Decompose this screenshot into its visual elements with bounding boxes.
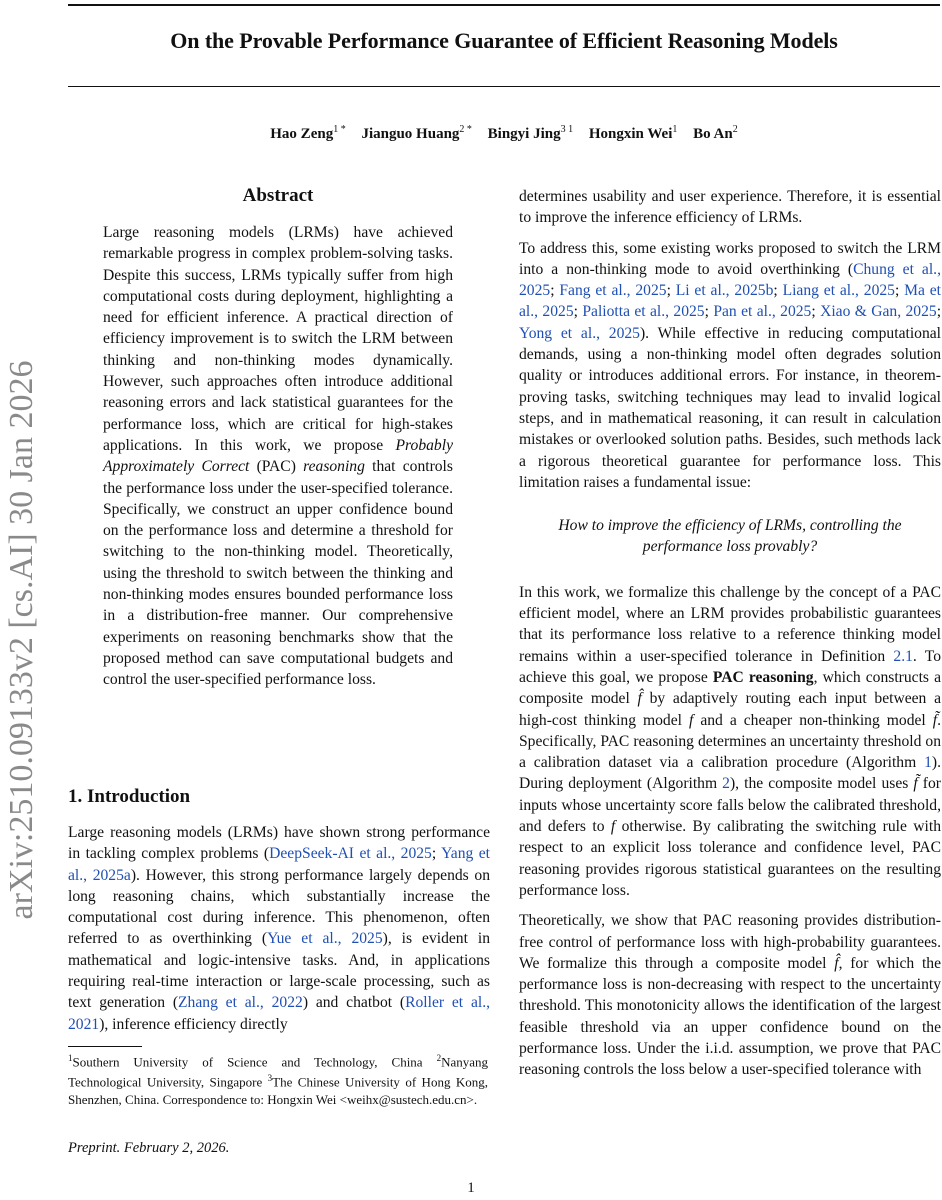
top-rule [68,4,940,6]
author: Hao Zeng$^{1 *}$ [270,124,346,142]
algorithm-link[interactable]: 1 [924,754,932,772]
algorithm-link[interactable]: 2 [722,775,730,793]
math-symbol: f̃ [913,775,918,793]
citation-link[interactable]: Fang et al., 2025 [559,282,667,300]
citation-link[interactable]: Yang et al., 2025a [68,845,491,884]
preprint-note: Preprint. February 2, 2026. [68,1140,230,1156]
right-column [519,186,941,1090]
citation-link[interactable]: Pan et al., 2025 [713,303,812,321]
author: Jianguo Huang$^{2 *}$ [361,124,472,142]
title-rule [68,86,940,87]
citation-link[interactable]: DeepSeek-AI et al., 2025 [269,845,432,863]
abstract-heading: Abstract [242,185,314,206]
math-symbol: f̃ [932,711,938,729]
math-symbol: f̂ [637,690,642,708]
citation-link[interactable]: Liang et al., 2025 [782,282,895,300]
intro-paragraph: Large reasoning models (LRMs) have shown strong performance in tackling complex problems (DeepSeek-AI et al., 2025; Yang et al., 2025a). However, this strong performance largely depends on long reasoning chains, which substantially increase the computational cost during inference. This phenomenon, often referred to as overthinking (Yue et al., 2025), is evident in mathematical and logic-intensive tasks. And, in applications requiring real-time interaction or large-scale processing, such as text generation (Zhang et al., 2022) and chatbot (Roller et al., 2021), inference efficiency directly [68,824,491,1033]
paragraph: Theoretically, we show that PAC reasoning provides distribution-free control of performance loss with high-probability guarantees. We formalize this through a composite model f̂, for which the performance loss is non-decreasing with respect to the uncertainty threshold. This monotonicity allows the identification of the largest feasible threshold via an upper confidence bound on the performance loss. Under the i.i.d. assumption, we prove that PAC reasoning controls the loss below a user-specified tolerance with [519,912,941,1079]
footnote-rule [68,1046,142,1047]
math-symbol: f [610,818,616,836]
citation-link[interactable]: Li et al., 2025b [675,282,774,300]
affiliation-footnote: $^1$Southern University of Science and Technology, China $^2$Nanyang Technological University, Singapore $^3$The Chinese University of Hong Kong, Shenzhen, China. Correspondence to: Hongxin Wei <weihx@sustech.edu.cn>. [68,1053,489,1107]
math-symbol: f [688,711,694,729]
author: Bingyi Jing$^{3 1}$ [487,124,574,142]
definition-link[interactable]: 2.1 [893,647,913,665]
page-number: 1 [467,1180,475,1196]
author: Bo An$^2$ [693,124,738,142]
paper-title: On the Provable Performance Guarantee of Efficient Reasoning Models [170,28,838,53]
citation-link[interactable]: Xiao & Gan, 2025 [820,303,937,321]
citation-link[interactable]: Yue et al., 2025 [267,930,383,948]
author-list [68,124,940,143]
citation-link[interactable]: Ma et al., 2025 [519,282,942,321]
arxiv-stamp: arXiv:2510.09133v2 [cs.AI] 30 Jan 2026 [3,360,40,920]
citation-link[interactable]: Roller et al., 2021 [68,994,491,1033]
paragraph: To address this, some existing works proposed to switch the LRM into a non-thinking mode to avoid overthinking (Chung et al., 2025; Fang et al., 2025; Li et al., 2025b; Liang et al., 2025; Ma et al., 2025; Paliotta et al., 2025; Pan et al., 2025; Xiao & Gan, 2025; Yong et al., 2025). While effective in reducing computational demands, using a non-thinking model often degrades solution quality or introduces additional errors. For instance, in theorem-proving tasks, switching techniques may lead to invalid logical steps, and in mathematical reasoning, it can result in calculation mistakes or overlooked solution paths. Besides, such methods lack a rigorous theoretical guarantee for performance loss. This limitation raises a fundamental issue: [519,239,942,491]
citation-link[interactable]: Zhang et al., 2022 [178,994,303,1012]
research-question: How to improve the efficiency of LRMs, controlling the performance loss provably? [558,517,902,556]
math-symbol: f̂ [834,954,839,972]
paragraph: determines usability and user experience. Therefore, it is essential to improve the inference efficiency of LRMs. [519,188,941,227]
section-heading-introduction: 1. Introduction [68,786,191,807]
author: Hongxin Wei$^1$ [588,124,678,142]
abstract-body: Large reasoning models (LRMs) have achieved remarkable progress in complex problem-solving tasks. Despite this success, LRMs typically suffer from high computational costs during deployment, highlighting a need for efficient inference. A practical direction of efficiency improvement is to switch the LRM between thinking and non-thinking modes dynamically. However, such approaches often introduce additional reasoning errors and lack statistical guarantees for the performance loss, which are critical for high-stakes applications. In this work, we propose Probably Approximately Correct (PAC) reasoning that controls the performance loss under the user-specified tolerance. Specifically, we construct an upper confidence bound on the performance loss and determine a threshold for switching to the non-thinking model. Theoretically, using the threshold to switch between the thinking and non-thinking modes ensures bounded performance loss in a distribution-free manner. Our comprehensive experiments on reasoning benchmarks show that the proposed method can save computational budgets and control the user-specified performance loss. [103,224,453,689]
paragraph: In this work, we formalize this challenge by the concept of a PAC efficient model, where an LRM provides probabilistic guarantees that its performance loss relative to a reference thinking model remains within a user-specified tolerance in Definition 2.1. To achieve this goal, we propose PAC reasoning, which constructs a composite model f̂ by adaptively routing each input between a high-cost thinking model f and a cheaper non-thinking model f̃. Specifically, PAC reasoning determines an uncertainty threshold on a calibration dataset via a calibration procedure (Algorithm 1). During deployment (Algorithm 2), the composite model uses f̃ for inputs whose uncertainty score falls below the calibrated threshold, and defers to f otherwise. By calibrating the switching rule with respect to an explicit loss tolerance and confidence level, PAC reasoning provides rigorous statistical guarantees on the resulting performance loss. [519,583,942,899]
citation-link[interactable]: Paliotta et al., 2025 [582,303,705,321]
citation-link[interactable]: Chung et al., 2025 [519,260,941,300]
citation-link[interactable]: Yong et al., 2025 [519,324,640,342]
